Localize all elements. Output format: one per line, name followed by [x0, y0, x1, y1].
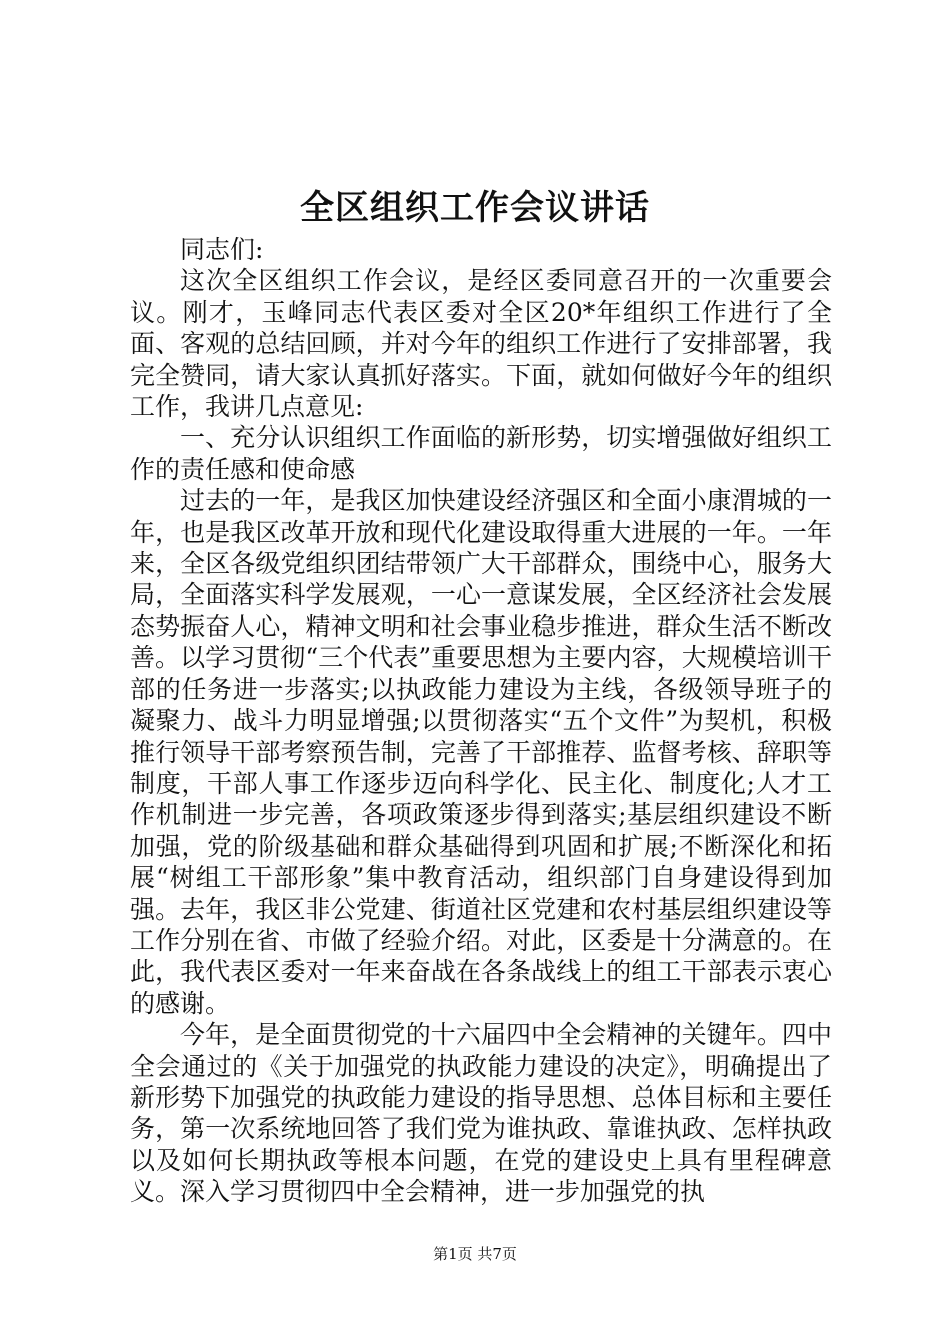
- outlook-paragraph: 今年，是全面贯彻党的十六届四中全会精神的关键年。四中全会通过的《关于加强党的执政能力建设的决定》，明确提出了新形势下加强党的执政能力建设的指导思想、总体目标和主要任务，第一次系统地回答了我们党为谁执政、靠谁执政、怎样执政以及如何长期执政等根本问题，在党的建设史上具有里程碑意义。深入学习贯彻四中全会精神，进一步加强党的执: [130, 1020, 832, 1207]
- section-heading-paragraph: 一、充分认识组织工作面临的新形势，切实增强做好组织工作的责任感和使命感: [130, 423, 832, 484]
- page-footer: 第1页 共7页: [433, 1245, 517, 1263]
- document-title: 全区组织工作会议讲话: [300, 188, 650, 228]
- intro-paragraph: 这次全区组织工作会议，是经区委同意召开的一次重要会议。刚才，玉峰同志代表区委对全区20*年组织工作进行了全面、客观的总结回顾，并对今年的组织工作进行了安排部署，我完全赞同，请大家认真抓好落实。下面，就如何做好今年的组织工作，我讲几点意见:: [130, 266, 832, 422]
- salutation-paragraph: 同志们:: [180, 235, 264, 264]
- review-paragraph: 过去的一年，是我区加快建设经济强区和全面小康渭城的一年，也是我区改革开放和现代化建设取得重大进展的一年。一年来，全区各级党组织团结带领广大干部群众，围绕中心，服务大局，全面落实科学发展观，一心一意谋发展，全区经济社会发展态势振奋人心，精神文明和社会事业稳步推进，群众生活不断改善。以学习贯彻“三个代表”重要思想为主要内容，大规模培训干部的任务进一步落实;以执政能力建设为主线，各级领导班子的凝聚力、战斗力明显增强;以贯彻落实“五个文件”为契机，积极推行领导干部考察预告制，完善了干部推荐、监督考核、辞职等制度，干部人事工作逐步迈向科学化、民主化、制度化;人才工作机制进一步完善，各项政策逐步得到落实;基层组织建设不断加强，党的阶级基础和群众基础得到巩固和扩展;不断深化和拓展“树组工干部形象”集中教育活动，组织部门自身建设得到加强。去年，我区非公党建、街道社区党建和农村基层组织建设等工作分别在省、市做了经验介绍。对此，区委是十分满意的。在此，我代表区委对一年来奋战在各条战线上的组工干部表示衷心的感谢。: [130, 486, 832, 1018]
- document-body: [130, 234, 832, 1208]
